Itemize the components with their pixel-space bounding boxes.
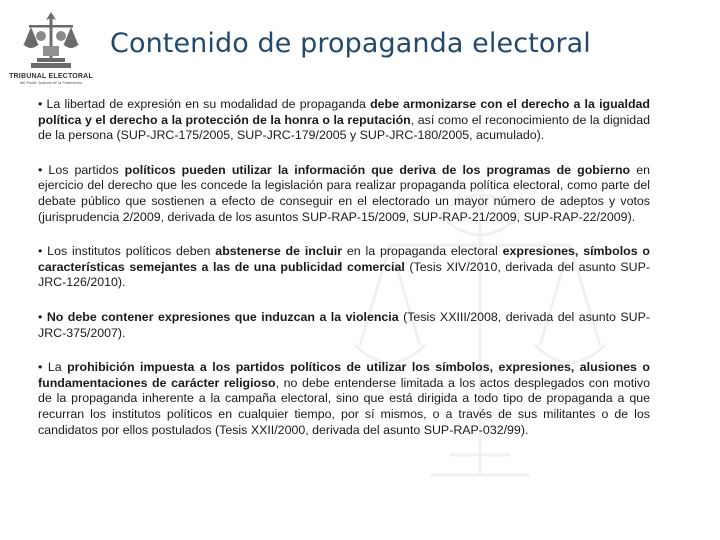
text-segment: La [47, 360, 68, 375]
bold-text-segment: abstenerse de incluir [215, 244, 343, 259]
bullet-marker: • [38, 244, 48, 259]
bullet-marker: • [38, 162, 49, 177]
bold-text-segment: expresiones, símbolos o características semejantes a las de una publicidad comercial [38, 244, 650, 274]
logo-title: TRIBUNAL ELECTORAL [9, 73, 93, 80]
page-title: Contenido de propaganda electoral [110, 28, 591, 59]
bold-text-segment: No debe contener expresiones que induzcan a la violencia [46, 309, 399, 324]
bold-text-segment: políticos pueden utilizar la información que deriva de los programas de gobierno [124, 162, 631, 177]
text-segment: Los institutos políticos deben [47, 244, 216, 259]
text-segment: , no debe entenderse limitada a los actos desplegados con motivo de la propaganda inherente a la campaña electoral, sino que está dirigida a todo tipo de propaganda a que recurran los institutos políticos en cualquier tiempo, por sí mismos, o a través de sus militantes o de los candidatos por ellos postulados (Tesis XXII/2000, derivada del asunto SUP-RAP-032/99). [38, 375, 650, 437]
text-segment: La libertad de expresión en su modalidad de propaganda [46, 97, 371, 111]
bullet-marker: • [38, 360, 48, 375]
logo-subtitle: del Poder Judicial de la Federación [19, 80, 83, 85]
bold-text-segment: prohibición impuesta a los partidos políticos de utilizar los símbolos, expresiones, alusiones o fundamentaciones de carácter religioso [38, 360, 651, 390]
bullet-marker: • [38, 309, 47, 324]
bullet-paragraph [38, 310, 650, 341]
text-segment: Los partidos [48, 162, 125, 177]
bullet-paragraph [38, 244, 650, 291]
text-segment: en la propaganda electoral [342, 244, 503, 259]
tribunal-logo [6, 8, 96, 94]
text-segment: (Tesis XXIII/2008, derivada del asunto SUP-JRC-375/2007). [38, 309, 650, 340]
bullet-paragraph [38, 360, 650, 438]
bold-text-segment: debe armonizarse con el derecho a la igualdad política y el derecho a la protección de la honra o la reputación [38, 97, 651, 127]
bullet-paragraph [38, 97, 650, 144]
scales-of-justice-emblem-icon [19, 8, 83, 72]
text-segment: en ejercicio del derecho que les concede la legislación para realizar propaganda política electoral, como parte del debate público que sostienen a efecto de conseguir en el electorado un mayor número de adeptos y votos (jurisprudencia 2/2009, derivada de los asuntos SUP-RAP-15/2009, SUP-RAP-21/2009, SUP-RAP-22/2009). [38, 162, 651, 224]
text-segment: , así como el reconocimiento de la dignidad de la persona (SUP-JRC-175/2005, SUP-JRC-179/2005 y SUP-JRC-180/2005, acumulado). [38, 112, 650, 143]
text-segment: (Tesis XIV/2010, derivada del asunto SUP-JRC-126/2010). [38, 259, 650, 290]
bullet-marker: • [38, 97, 47, 111]
bullet-paragraph [38, 163, 650, 225]
content-body [38, 97, 650, 457]
